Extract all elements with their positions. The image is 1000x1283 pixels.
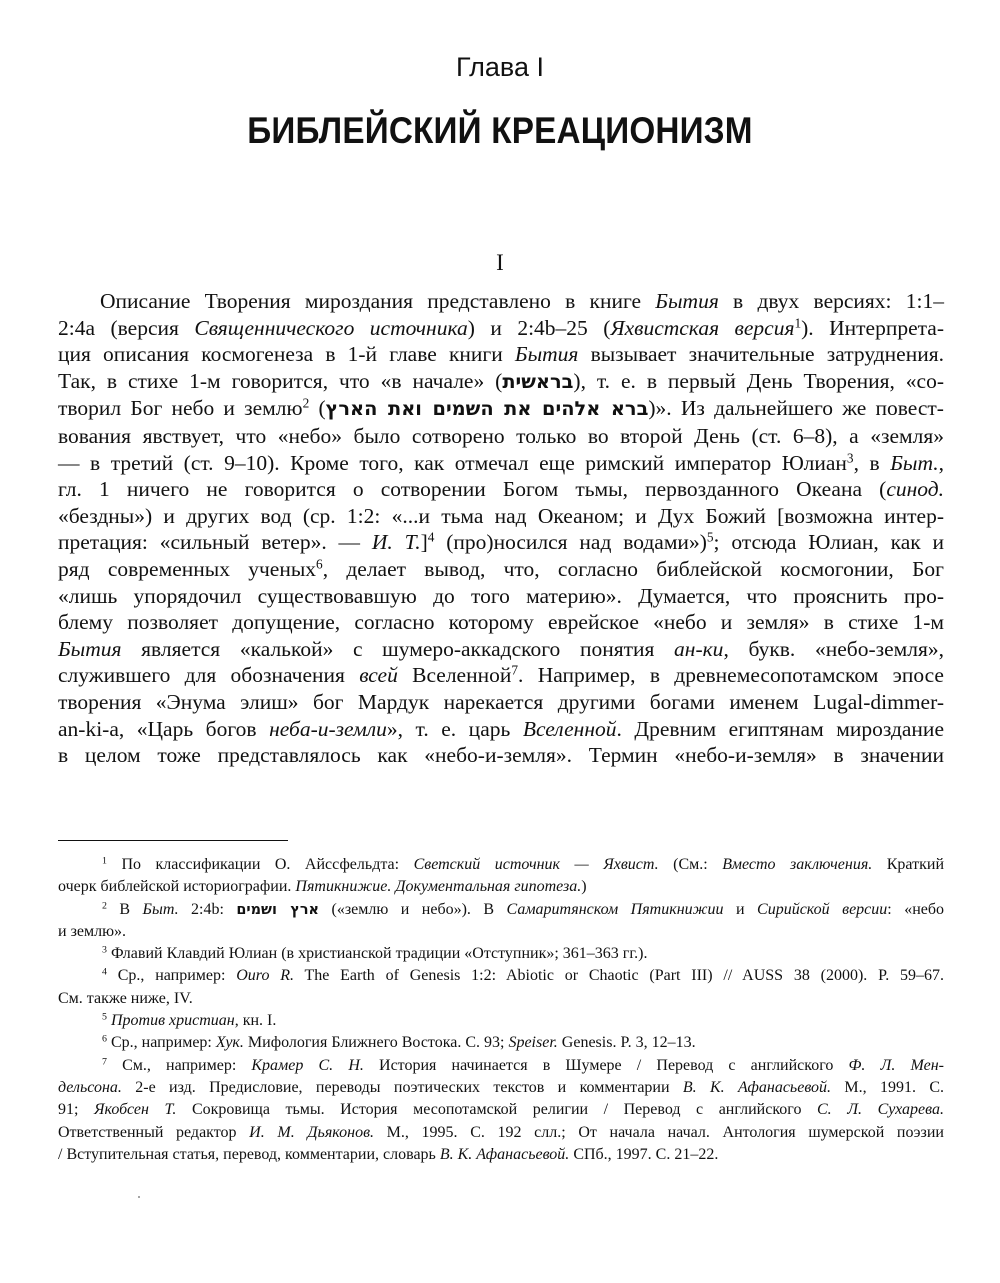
footnote-7-cont: Ответственный редактор И. М. Дьяконов. М., 1995. С. 192 слл.; От начала начал. Антология шумерской поэзии xyxy=(58,1123,944,1141)
text-line: 2:4a (версия Священнического источника) и 2:4b–25 (Яхвистская версия$^1$). Интерпрета- xyxy=(58,315,945,340)
hebrew-text: ארץ ושמים xyxy=(236,901,320,918)
footnote-4: $^4$ Ср., например: Ouro R. The Earth of Genesis 1:2: Abiotic or Chaotic (Part III) // AUSS 38 (2000). P. 59–67. xyxy=(102,967,945,985)
text-line: творил Бог небо и землю$^2$ (ברא אלהים את השמים ואת הארץ)». Из дальнейшего же повест- xyxy=(58,396,944,421)
text-line: an-ki-a, «Царь богов неба-и-земли», т. е. царь Вселенной. Древним египтянам мироздание xyxy=(58,716,944,741)
text-line: Так, в стихе 1-м говорится, что «в начале» (בראשית), т. е. в первый День Творения, «со- xyxy=(58,368,944,393)
text-line: служившего для обозначения всей Вселенной$^7$. Например, в древнемесопотамском эпосе xyxy=(58,662,944,688)
footnote-3: $^3$ Флавий Клавдий Юлиан (в христианской традиции «Отступник»; 361–363 гг.). xyxy=(102,944,648,963)
footnote-7-cont: / Вступительная статья, перевод, комментарии, словарь В. К. Афанасьевой. СПб., 1997. С. 21–22. xyxy=(58,1145,719,1163)
chapter-title: БИБЛЕЙСКИЙ КРЕАЦИОНИЗМ xyxy=(247,110,753,151)
footnote-6: $^6$ Ср., например: Хук. Мифология Ближнего Востока. С. 93; Speiser. Genesis. P. 3, 12–13. xyxy=(102,1033,696,1052)
footnote-7: $^7$ См., например: Крамер С. Н. История начинается в Шумере / Перевод с английского Ф. Л. Мен- xyxy=(102,1056,944,1074)
text-line: ция описания космогенеза в 1-й главе книги Бытия вызывает значительные затруднения. xyxy=(58,342,944,367)
footnote-separator xyxy=(58,840,288,841)
text-line: претация: «сильный ветер». — И. Т.]$^4$ (про)носился над водами»)$^5$; отсюда Юлиан, как и xyxy=(58,530,945,555)
text-line: «бездны») и других вод (ср. 1:2: «...и тьма над Океаном; и Дух Божий [возможна интер- xyxy=(58,503,944,528)
footnote-2-cont: и землю». xyxy=(58,922,127,940)
text-line: Описание Творения мироздания представлено в книге Бытия в двух версиях: 1:1– xyxy=(100,289,944,313)
footnotes xyxy=(58,854,944,1166)
text-line: — в третий (ст. 9–10). Кроме того, как отмечал еще римский император Юлиан$^3$, в Быт., xyxy=(58,450,944,475)
footnote-1: $^1$ По классификации О. Айссфельдта: Светский источник — Яхвист. (См.: Вместо заключения. Краткий xyxy=(102,855,945,873)
hebrew-text: בראשית xyxy=(502,369,574,393)
text-line: в целом тоже представлялось как «небо-и-земля». Термин «небо-и-земля» в значении xyxy=(58,743,944,768)
footnote-7-cont: 91; Якобсен Т. Сокровища тьмы. История месопотамской религии / Перевод с английского С. Л. Сухарева. xyxy=(58,1101,944,1119)
hebrew-text: ברא אלהים את השמים ואת הארץ xyxy=(325,397,649,421)
footnote-7-cont: дельсона. 2-е изд. Предисловие, переводы поэтических текстов и комментарии В. К. Афанасьевой. М., 1991. С. xyxy=(58,1078,945,1096)
footnote-2: $^2$ В Быт. 2:4b: ארץ ושמים («землю и небо»). В Самаритянском Пятикнижии и Сирийской версии: «небо xyxy=(102,900,945,918)
footnote-ref[interactable]: 6 xyxy=(316,556,323,572)
footnote-ref[interactable]: 2 xyxy=(302,396,310,412)
footnote-ref[interactable]: 4 xyxy=(427,530,435,546)
footnote-5: $^5$ Против христиан, кн. I. xyxy=(102,1011,277,1030)
footnote-ref[interactable]: 1 xyxy=(794,315,802,331)
main-paragraph xyxy=(58,288,944,769)
text-line: гл. 1 ничего не говорится о сотворении Богом тьмы, первозданного Океана (синод. xyxy=(58,477,944,502)
text-line: творения «Энума элиш» бог Мардук нарекается другими богами именем Lugal-dimmer- xyxy=(58,689,944,714)
text-line: вования явствует, что «небо» было сотворено только во второй День (ст. 6–8), а «земля» xyxy=(58,423,944,448)
footnote-ref[interactable]: 5 xyxy=(706,530,714,546)
footnote-1-cont: очерк библейской историографии. Пятикнижие. Документальная гипотеза.) xyxy=(58,878,587,896)
text-line: Бытия является «калькой» с шумеро-аккадского понятия ан-ки, букв. «небо-земля», xyxy=(58,636,944,661)
chapter-label: Глава I xyxy=(456,52,544,82)
section-numeral: I xyxy=(496,250,504,275)
text-line: «лишь упорядочил существовавшую до того материю». Думается, что прояснить про- xyxy=(58,583,944,608)
footnote-4-cont: См. также ниже, IV. xyxy=(58,989,193,1007)
text-line: блему позволяет допущение, согласно которому еврейское «небо и земля» в стихе 1-м xyxy=(58,610,944,635)
footnote-ref[interactable]: 3 xyxy=(846,450,854,466)
print-speck xyxy=(138,1196,140,1198)
text-line: ряд современных ученых$^6$, делает вывод, что, согласно библейской космогонии, Бог xyxy=(58,556,944,581)
footnote-ref[interactable]: 7 xyxy=(511,662,519,678)
